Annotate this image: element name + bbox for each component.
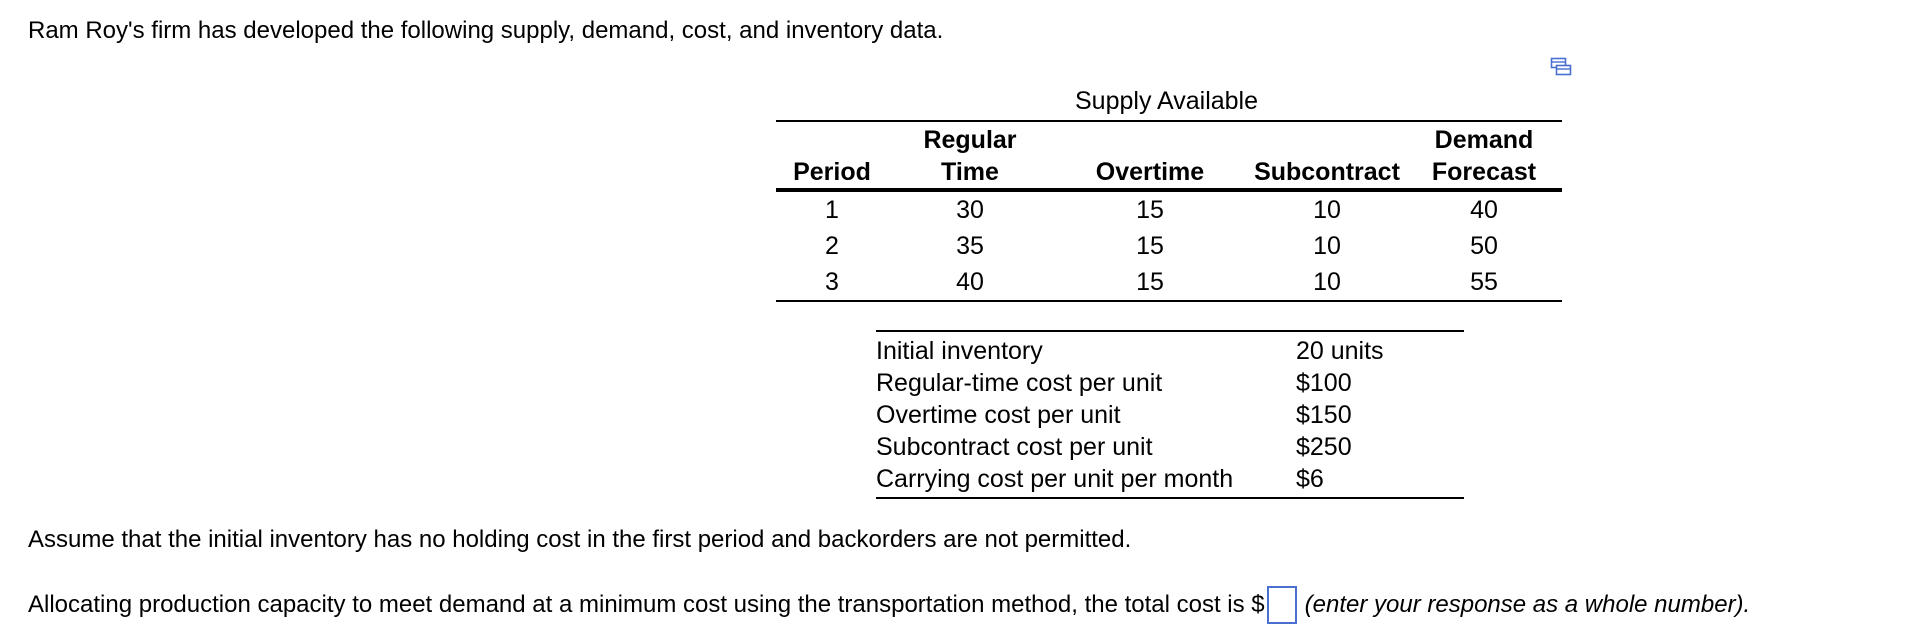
supply-table-header-row — [776, 121, 1562, 190]
intro-text: Ram Roy's firm has developed the following supply, demand, cost, and inventory data. — [28, 17, 944, 44]
header-period: Period — [776, 121, 888, 190]
cell-subcontract: 10 — [1313, 232, 1341, 260]
header-subcontract: Subcontract — [1248, 121, 1406, 190]
cost-inventory-table — [876, 330, 1464, 499]
cell-demand: 55 — [1406, 264, 1562, 301]
cost-value: 20 units — [1296, 337, 1384, 365]
copy-table-icon[interactable] — [1550, 57, 1572, 77]
cost-row — [876, 431, 1464, 463]
question-line — [28, 585, 1750, 625]
cell-demand: 40 — [1470, 196, 1498, 224]
table-row — [776, 190, 1562, 228]
cost-value: $6 — [1296, 465, 1324, 493]
assumption-text: Assume that the initial inventory has no holding cost in the first period and backorders are not permitted. — [28, 526, 1132, 553]
cost-label: Regular-time cost per unit — [876, 369, 1163, 397]
cell-period: 1 — [825, 196, 839, 224]
cell-period: 2 — [825, 232, 839, 260]
copy-table-icon-graphic — [1550, 57, 1572, 77]
header-regular-line1: Regular — [923, 126, 1017, 154]
header-overtime: Overtime — [1052, 121, 1248, 190]
header-demand-line2: Forecast — [1431, 158, 1537, 186]
cell-overtime: 15 — [1136, 196, 1164, 224]
question-prefix: Allocating production capacity to meet demand at a minimum cost using the transportation method, the total cost is $ — [28, 591, 1265, 618]
cost-label: Overtime cost per unit — [876, 401, 1121, 429]
cost-row — [876, 463, 1464, 498]
cost-row — [876, 367, 1464, 399]
cell-overtime: 15 — [1052, 264, 1248, 301]
cell-period: 3 — [776, 264, 888, 301]
cost-row — [876, 331, 1464, 367]
header-demand-forecast — [1406, 121, 1562, 190]
header-regular-line2: Time — [941, 158, 999, 186]
cost-label: Initial inventory — [876, 337, 1043, 365]
cost-label: Carrying cost per unit per month — [876, 465, 1234, 493]
cost-label: Subcontract cost per unit — [876, 433, 1153, 461]
supply-demand-table — [776, 120, 1562, 302]
cost-value: $250 — [1296, 433, 1352, 461]
cell-subcontract: 10 — [1248, 264, 1406, 301]
cell-regular: 35 — [956, 232, 984, 260]
answer-hint: (enter your response as a whole number). — [1304, 591, 1751, 618]
supply-table-caption: Supply Available — [1075, 87, 1259, 115]
cell-demand: 50 — [1470, 232, 1498, 260]
table-row — [776, 264, 1562, 301]
cell-regular: 40 — [888, 264, 1052, 301]
total-cost-answer-input[interactable] — [1267, 586, 1297, 624]
cell-overtime: 15 — [1136, 232, 1164, 260]
cell-subcontract: 10 — [1313, 196, 1341, 224]
cell-regular: 30 — [956, 196, 984, 224]
header-demand-line1: Demand — [1434, 126, 1534, 154]
header-regular-time — [888, 121, 1052, 190]
table-row — [776, 228, 1562, 264]
cost-value: $150 — [1296, 401, 1352, 429]
cost-row — [876, 399, 1464, 431]
cost-value: $100 — [1296, 369, 1352, 397]
